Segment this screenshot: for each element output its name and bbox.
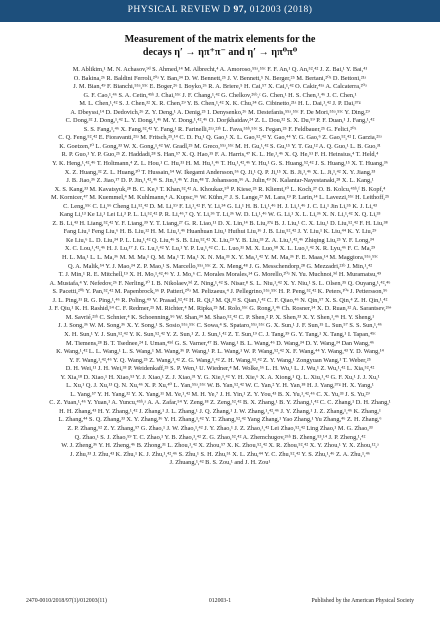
author-line: Z. B. Li,⁴³ H. Liang,⁵²,⁴² Y. F. Liang,³⁹ Y. T. Liang,²⁷ G. R. Liao,¹¹ D. X. Lin,¹⁴ B. Liu,³⁷ᵍ B. J. Liu,¹ C. X. Liu,¹ D. Liu,⁵²,⁴² F. H. Liu,³⁸: [52, 219, 388, 227]
author-line: S. Pacetti,²⁰ᵇ Y. Pan,⁵²,⁴² M. Papenbrock,⁵⁶ P. Patteri,²⁰ᵃ M. Pelizaeus,⁴ J. Pellegrino,⁵⁵ᵃ,⁵⁵ᶜ H. P. Peng,⁵²,⁴² K. Peters,¹⁰ᵉ J. Pettersson,⁵⁶: [52, 288, 388, 296]
author-line: H. L. Ma,¹ L. L. Ma,³⁶ M. M. Ma,¹ Q. M. Ma,¹ T. Ma,¹ X. N. Ma,³³ X. Y. Ma,¹,⁴² Y. M. Ma,³⁶ F. E. Maas,¹⁴ M. Maggiora,⁵⁵ᵃ,⁵⁵ᶜ: [61, 254, 379, 262]
author-line: L. Zhang,⁴⁴ S. Q. Zhang,³³ X. Y. Zhang,³⁶ Y. H. Zhang,¹,⁴² Y. T. Zhang,⁵²,⁴² Yang Zhang,¹ Yao Zhang,¹ Yu Zhang,⁴⁶ Z. H. Zhang,⁶: [58, 416, 382, 424]
author-line: Y. F. Wang,¹,⁴²,⁴⁶ Y. Q. Wang,²⁵ Z. Wang,¹,⁴² Z. G. Wang,¹,⁴² Z. H. Wang,⁵²,⁴² Z. Y. Wang,¹ Zongyuan Wang,¹ T. Weber,²⁵: [69, 356, 371, 364]
title-line-1: Measurement of the matrix elements for the: [124, 34, 316, 45]
author-line: Y. Xia,¹⁸ D. Xiao,¹ H. Xiao,⁵³ Y. J. Xiao,¹ Z. J. Xiao,³¹ Y. G. Xie,¹,⁴² Y. H. Xie,⁶ X. A. Xiong,¹ Q. L. Xiu,¹,⁴² G. F. Xu,¹ J. J. Xu,¹: [60, 373, 380, 381]
author-line: T. J. Min,¹ R. E. Mitchell,¹⁹ X. H. Mo,¹,⁴²,⁴⁶ Y. J. Mo,⁶ C. Morales Morales,¹⁴ G. Morello,²⁰ᵃ N. Yu. Muchnoi,⁹ᵈ H. Muramatsu,⁴⁹: [58, 271, 382, 279]
author-line: X. C. Lou,¹,⁴²,⁴⁶ H. J. Lu,¹⁷ J. G. Lu,¹,⁴² Y. Lu,¹ Y. P. Lu,¹,⁴² C. L. Luo,³¹ M. X. Luo,⁵⁸ X. L. Luo,¹,⁴² X. R. Lyu,⁴⁶ F. C. Ma,²⁹: [64, 245, 376, 253]
journal-name: PHYSICAL REVIEW D: [127, 5, 231, 15]
author-line: M. L. Chen,¹,⁴² S. J. Chen,³² X. R. Chen,²⁹ Y. B. Chen,¹,⁴² X. K. Chu,³⁴ G. Cibinetto,²¹ᵃ H. L. Dai,¹,⁴² J. P. Dai,³⁷ᵍ: [79, 100, 361, 108]
author-line: C. Leng,⁵⁵ᶜ C. Li,⁵⁶ Cheng Li,⁵²,⁴² D. M. Li,⁵⁹ F. Li,¹,⁴² F. Y. Li,³⁴ G. Li,¹ H. B. Li,¹,⁴⁶ H. J. Li,¹,⁴⁶ J. C. Li,¹ Jin Li,³⁵ K. J. Li,⁴³: [63, 202, 377, 210]
author-line: J. B. Jiao,³⁶ Z. Jiao,¹⁷ D. P. Jin,¹,⁴²,⁴⁶ S. Jin,¹,⁴⁶ Y. Jin,⁴⁸ T. Johansson,⁵⁶ A. Julin,⁴⁹ N. Kalantar-Nayestanaki,²⁸ X. L. Kang,¹: [66, 177, 374, 185]
author-line: S. S. Fang,¹,⁴⁶ X. Fang,⁵²,⁴² Y. Fang,¹ R. Farinelli,²¹ᵃ,²¹ᵇ L. Fava,⁵⁵ᵇ,⁵⁵ᶜ S. Fegan,²⁵ F. Feldbauer,²⁵ G. Felici,²⁰ᵃ: [83, 125, 357, 133]
author-line: J. J. Song,³⁶ W. M. Song,³⁶ X. Y. Song,¹ S. Sosio,⁵⁵ᵃ,⁵⁵ᶜ C. Sowa,⁴ S. Spataro,⁵⁵ᵃ,⁵⁵ᶜ G. X. Sun,¹ J. F. Sun,¹⁵ L. Sun,⁵⁷ S. S. Sun,¹,⁴⁶: [58, 322, 382, 330]
author-line: W. J. Zheng,³⁶ Y. H. Zheng,⁴⁶ B. Zhong,³¹ L. Zhou,¹,⁴² X. Zhou,⁵⁷ X. K. Zhou,⁵²,⁴² X. R. Zhou,⁵²,⁴² X. Y. Zhou,¹ Y. X. Zhou,¹²,ᵃ: [61, 442, 379, 450]
author-line: Kang Li,¹³ Ke Li,¹ Lei Li,³ P. L. Li,⁵²,⁴² P. R. Li,⁴⁶,⁷ Q. Y. Li,³⁶ T. Li,³⁶ W. D. Li,¹,⁴⁶ W. G. Li,¹ X. L. Li,³⁶ X. N. Li,¹,⁴² X. Q. Li,³³: [59, 211, 381, 219]
author-line: K. Goetzen,¹⁰ L. Gong,³³ W. X. Gong,¹,⁴² W. Gradl,²⁵ M. Greco,⁵⁵ᵃ,⁵⁵ᶜ M. H. Gu,¹,⁴² S. Gu,¹⁵ Y. T. Gu,¹² A. Q. Guo,¹ L. B. Guo,³¹: [59, 142, 381, 150]
author-line: X. S. Kang,³³ M. Kavatsyuk,²⁸ B. C. Ke,⁵ T. Khan,⁵²,⁴² A. Khoukaz,⁵⁰ P. Kiese,²⁵ R. Kliemt,¹⁰ L. Koch,²⁷ O. B. Kolcu,⁴⁵ᵇ,ᶠ B. Kopf,⁴: [54, 185, 386, 193]
author-line: M. Tiemens,²⁸ B. T. Tsednee,²⁴ I. Uman,⁴⁵ᵈ G. S. Varner,⁴⁷ B. Wang,¹ B. L. Wang,⁴⁶ D. Wang,³⁴ D. Y. Wang,³⁴ Dan Wang,⁴⁶: [65, 339, 375, 347]
author-line: Q. A. Malik,⁵⁴ Y. J. Mao,³⁴ Z. P. Mao,¹ S. Marcello,⁵⁵ᵃ,⁵⁵ᶜ Z. X. Meng,⁴⁸ J. G. Messchendorp,²⁸ G. Mezzadri,²¹ᵇ J. Min,¹,⁴²: [67, 262, 373, 270]
footer-issn: 2470-0010/2018/97(1)/012003(11): [26, 598, 107, 604]
author-line: A. Mustafa,⁴ Y. Nefedov,²⁶ F. Nerling,¹⁰ I. B. Nikolaev,⁹ᵈ Z. Ning,¹,⁴² S. Nisar,⁸ S. L. Niu,¹,⁴² X. Y. Niu,¹ S. L. Olsen,³⁵ Q. Ouyang,¹,⁴²,⁴⁶: [49, 279, 391, 287]
footer-publisher: Published by the American Physical Society: [311, 598, 414, 604]
author-line: J. Zhu,³³ J. Zhu,⁴³ K. Zhu,¹ K. J. Zhu,¹,⁴²,⁴⁶ S. Zhu,¹ S. H. Zhu,⁵¹ X. L. Zhu,⁴⁴ Y. C. Zhu,⁵²,⁴² Y. S. Zhu,¹,⁴⁶ Z. A. Zhu,¹,⁴⁶: [70, 450, 370, 458]
article-info: 012003 (2018): [249, 5, 313, 15]
author-line: L. Yang,⁵⁷ Y. H. Yang,³² Y. X. Yang,¹¹ M. Ye,¹,⁴² M. H. Ye,⁷ J. H. Yin,¹ Z. Y. You,⁴³ B. X. Yu,¹,⁴²,⁴⁶ C. X. Yu,³³ J. S. Yu,²⁹: [70, 390, 370, 398]
author-line: Ke Liu,⁶ L. D. Liu,³⁴ P. L. Liu,¹,⁴² Q. Liu,⁴⁶ S. B. Liu,⁵²,⁴² X. Liu,²⁹ Y. B. Liu,³³ Z. A. Liu,¹,⁴²,⁴⁶ Zhiqing Liu,²⁵ Y. F. Long,³⁴: [66, 236, 374, 244]
author-line: Y. K. Heng,¹,⁴²,⁴⁶ T. Holtmann,⁴ Z. L. Hou,¹ C. Hu,³¹ H. M. Hu,¹,⁴⁶ T. Hu,¹,⁴²,⁴⁶ Y. Hu,¹ G. S. Huang,⁵²,⁴² J. S. Huang,¹⁵ X. T. Huang,³⁶: [52, 160, 388, 168]
author-line: M. Kornicer,⁴⁷ M. Kuemmel,⁴ M. Kuhlmann,⁴ A. Kupsc,⁵⁶ W. Kühn,²⁷ J. S. Lange,²⁷ M. Lara,¹⁹ P. Larin,¹⁴ L. Lavezzi,⁵⁵ᶜ H. Leithoff,²⁵: [50, 194, 390, 202]
author-line: D. H. Wei,¹¹ J. H. Wei,³³ P. Weidenkaff,²⁵ S. P. Wen,¹ U. Wiedner,⁴ M. Wolke,⁵⁶ L. H. Wu,¹ L. J. Wu,¹ Z. Wu,¹,⁴² L. Xia,⁵²,⁴²: [65, 365, 375, 373]
journal-volume: 97,: [233, 5, 247, 15]
journal-header: [0, 5, 440, 15]
author-line: J. L. Ping,³¹ R. G. Ping,¹,⁴⁶ R. Poling,⁴⁹ V. Prasad,⁵²,⁴² H. R. Qi,² M. Qi,³² S. Qian,¹,⁴² C. F. Qiao,⁴⁶ N. Qin,⁵⁷ X. S. Qin,⁴ Z. H. Qin,¹,⁴²: [52, 296, 388, 304]
author-line: Fang Liu,¹ Feng Liu,⁶ H. B. Liu,¹² H. M. Liu,¹,⁴⁶ Huanhuan Liu,¹ Huihui Liu,¹⁶ J. B. Liu,⁵²,⁴² J. Y. Liu,¹ K. Liu,⁴⁴ K. Y. Liu,²⁹: [63, 228, 377, 236]
author-line: G. F. Cao,¹,⁴⁶ S. A. Cetin,⁴⁵ᵇ J. Chai,⁵⁵ᶜ J. F. Chang,¹,⁴² G. Chelkov,²⁶ᵇ,ᶜ G. Chen,¹ H. S. Chen,¹,⁴⁶ J. C. Chen,¹: [83, 91, 357, 99]
author-list: [26, 66, 414, 468]
footer-page-number: 012003-1: [208, 598, 232, 604]
article-title: [40, 34, 400, 59]
page-footer: [26, 598, 414, 608]
author-line: J. M. Bian,⁴⁹ F. Bianchi,⁵⁵ᵃ,⁵⁵ᶜ E. Boger,²⁶ I. Boyko,²⁶ R. A. Briere,⁵ H. Cai,⁵⁷ X. Cai,¹,⁴² O. Cakir,⁴⁵ᵃ A. Calcaterra,²⁰ᵃ: [73, 83, 367, 91]
author-line: M. Ablikim,¹ M. N. Achasov,⁹ᵈ S. Ahmed,¹⁴ M. Albrecht,⁴ A. Amoroso,⁵⁵ᵃ,⁵⁵ᶜ F. F. An,¹ Q. An,⁵²,⁴² J. Z. Bai,¹ Y. Bai,⁴¹: [72, 66, 368, 73]
author-line: X. H. Sun,¹ Y. J. Sun,⁵²,⁴² Y. K. Sun,⁵²,⁴² Y. Z. Sun,¹ Z. J. Sun,¹,⁴² Z. T. Sun,¹⁹ C. J. Tang,³⁹ G. Y. Tang,¹ X. Tang,¹ I. Tapan,⁴⁵ᶜ: [64, 330, 376, 338]
journal-header-band: [0, 0, 440, 22]
author-line: M. Savrié,²¹ᵇ C. Schnier,⁴ K. Schoenning,⁵⁶ W. Shan,³⁴ M. Shao,⁵²,⁴² C. P. Shen,² P. X. Shen,³³ X. Y. Shen,¹,⁴⁶ H. Y. Sheng,¹: [65, 313, 375, 321]
author-line: H. H. Zhang,⁴³ H. Y. Zhang,¹,⁴² J. Zhang,¹ J. L. Zhang,¹ J. Q. Zhang,¹ J. W. Zhang,¹,⁴²,⁴⁶ J. Y. Zhang,¹ J. Z. Zhang,¹,⁴⁶ K. Zhang,¹: [59, 407, 381, 415]
author-line: K. Wang,¹,⁴² L. L. Wang,¹ L. S. Wang,¹ M. Wang,³⁶ P. Wang,¹ P. L. Wang,¹ W. P. Wang,⁵²,⁴² X. F. Wang,⁴⁴ Y. Wang,⁴³ Y. D. Wang,¹⁴: [56, 348, 384, 356]
author-line: J. F. Qiu,¹ K. H. Rashid,⁵⁴ C. F. Redmer,²⁵ M. Richter,⁴ M. Ripka,²⁵ M. Rolo,⁵⁵ᶜ G. Rong,¹,⁴⁶ Ch. Rosner,¹⁴ X. D. Ruan,¹² A. Sarantsev,²⁶ᵉ: [48, 305, 392, 313]
author-line: L. Xu,¹ Q. J. Xu,¹³ Q. N. Xu,⁴⁶ X. P. Xu,⁴⁰ L. Yan,⁵⁵ᵃ,⁵⁵ᶜ W. B. Yan,⁵²,⁴² W. C. Yan,² Y. H. Yan,¹⁸ H. J. Yang,³⁷ᵍ H. X. Yang,¹: [66, 382, 374, 390]
title-line-2: decays η′ → ηπ⁺π⁻ and η′ → ηπ⁰π⁰: [142, 46, 298, 58]
author-line: J. Zhuang,¹,⁴² B. S. Zou,¹ and J. H. Zou¹: [169, 459, 271, 467]
author-line: Q. Zhao,¹ S. J. Zhao,⁵⁹ T. C. Zhao,¹ Y. B. Zhao,¹,⁴² Z. G. Zhao,⁵²,⁴² A. Zhemchugov,²⁶ᵇ B. Zheng,⁵³,¹⁴ J. P. Zheng,¹,⁴²: [74, 433, 366, 441]
author-line: Z. P. Zhang,⁵² Z. Y. Zhang,⁵⁷ G. Zhao,¹ J. W. Zhao,¹,⁴² J. Y. Zhao,¹ J. Z. Zhao,¹,⁴² Lei Zhao,⁵²,⁴² Ling Zhao,¹ M. G. Zhao,³³: [67, 424, 373, 432]
author-line: C. Z. Yuan,¹,⁴⁶ Y. Yuan,¹ A. Yuncu,⁴⁵ᵇ,ᵃ A. A. Zafar,⁵⁴ Y. Zeng,¹⁸ Z. Zeng,⁵²,⁴² B. X. Zhang,¹ B. Y. Zhang,¹,⁴² C. C. Zhang,¹ D. H. Zhang,¹: [49, 399, 391, 407]
author-line: X. Z. Huang,³² Z. L. Huang,³⁰ T. Hussain,⁵⁴ W. Ikegami Andersson,⁵⁶ Q. Ji,¹ Q. P. Ji,¹⁵ X. B. Ji,¹,⁴⁶ X. L. Ji,¹,⁴² X. Y. Jiang,³³: [64, 168, 376, 176]
author-line: O. Bakina,²⁶ R. Baldini Ferroli,²⁰ᵃ Y. Ban,³⁴ D. W. Bennett,²⁵ J. V. Bennett,⁵ N. Berger,²⁵ M. Bertani,²⁰ᵃ D. Bettoni,²¹ᵃ: [73, 74, 367, 82]
author-line: R. P. Guo,¹ Y. P. Guo,²⁵ Z. Haddadi,²⁸ S. Han,⁵⁷ X. Q. Hao,¹⁵ F. A. Harris,⁴⁷ K. L. He,¹,⁴⁶ X. Q. He,⁵¹ F. H. Heinsius,⁴ T. Held,⁴: [61, 151, 379, 159]
author-line: C. Q. Feng,⁵²,⁴² E. Fioravanti,²¹ᵃ M. Fritsch,²⁵,¹⁴ C. D. Fu,¹ Q. Gao,¹ X. L. Gao,⁵²,⁴² Y. Gao,⁴⁴ Y. G. Gao,⁶ Z. Gao,⁵²,⁴² I. Garzia,²¹ᵃ: [58, 134, 382, 142]
author-line: C. Dong,³² J. Dong,¹,⁴² L. Y. Dong,¹,⁴⁶ M. Y. Dong,¹,⁴²,⁴⁶ O. Dorjkhaidav,²⁴ Z. L. Dou,³² S. X. Du,⁵⁹ P. F. Duan,¹ J. Fang,¹,⁴²: [65, 117, 375, 125]
author-line: A. Dbeyssi,¹⁴ D. Dedovich,²⁶ Z. Y. Deng,¹ A. Denig,²⁵ I. Denysenko,²⁶ M. Destefanis,⁵⁵ᵃ,⁵⁵ᶜ F. De Mori,⁵⁵ᵃ,⁵⁵ᶜ Y. Ding,²⁹: [70, 108, 370, 116]
